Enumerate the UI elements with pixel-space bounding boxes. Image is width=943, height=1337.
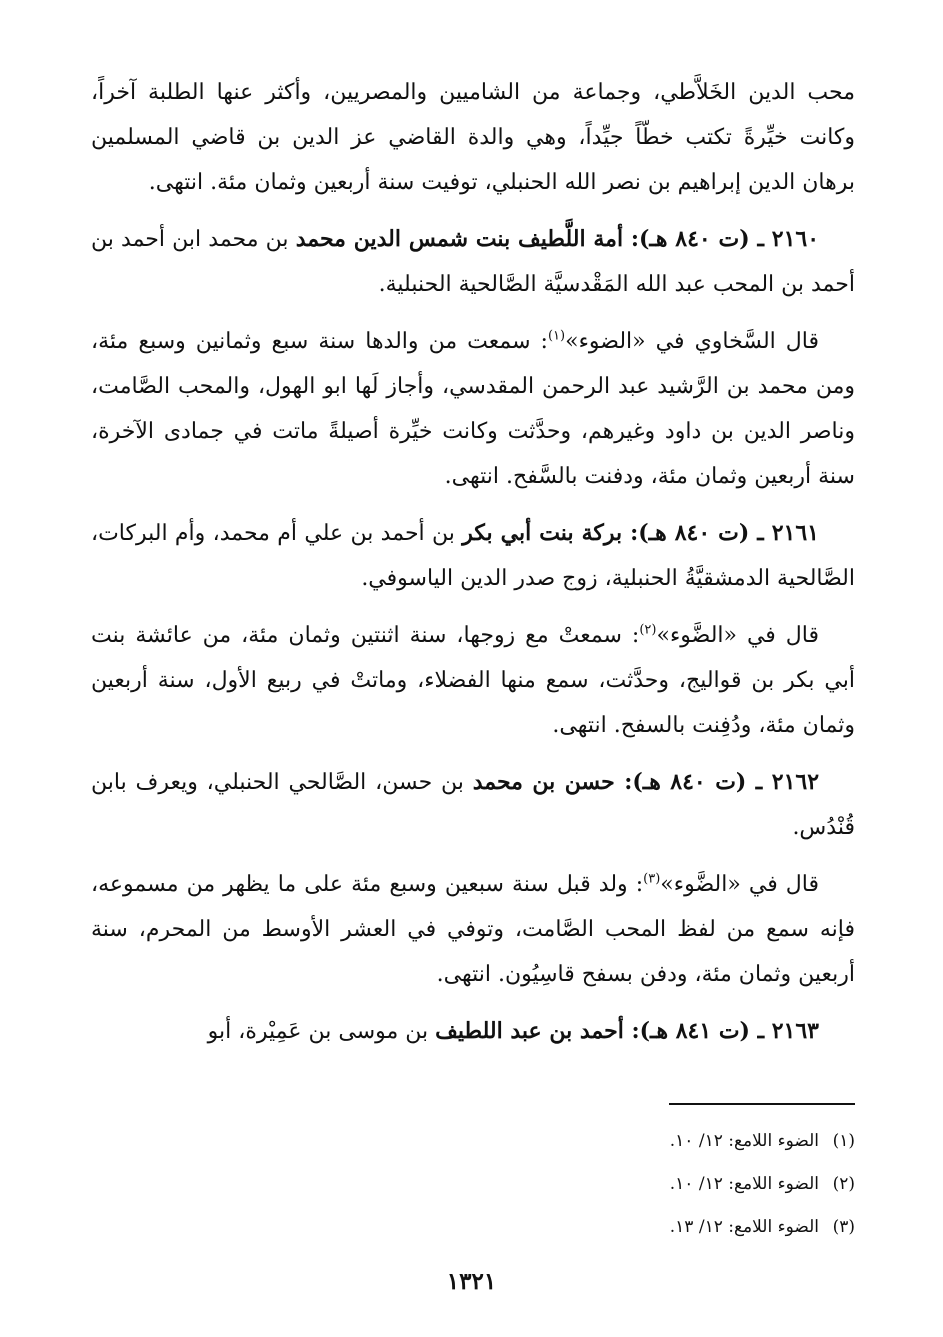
entry-heading: ٢١٦١ ـ (ت ٨٤٠ هـ): بركة بنت أبي بكر: [462, 520, 819, 546]
paragraph: [91, 70, 855, 205]
footnotes: [91, 1120, 855, 1249]
text-run: محب الدين الخَلاَّطي، وجماعة من الشاميين والمصريين، وأكثر عنها الطلبة آخراً، وكانت خيِّرةً تكتب خطّاً جيِّداً، وهي والدة القاضي عز الدين بن قاضي المسلمين برهان الدين إبراهيم بن نصر الله الحنبلي، توفيت سنة أربعين وثمان مئة. انتهى.: [91, 80, 855, 195]
footnote-reference: (٣): [643, 871, 661, 887]
footnote: [91, 1120, 855, 1163]
paragraph: [91, 1009, 855, 1054]
entry-heading: ٢١٦٢ ـ (ت ٨٤٠ هـ): حسن بن محمد: [472, 769, 820, 795]
paragraph: [91, 862, 855, 997]
footnote-text: الضوء اللامع: ١٢/ ١٠.: [669, 1174, 819, 1194]
entry-heading: ٢١٦٣ ـ (ت ٨٤١ هـ): أحمد بن عبد اللطيف: [435, 1018, 819, 1044]
paragraph: [91, 319, 855, 499]
entry-heading: ٢١٦٠ ـ (ت ٨٤٠ هـ): أمة اللَّطيف بنت شمس الدين محمد: [295, 226, 820, 252]
footnote: [91, 1163, 855, 1206]
text-run: قال في «الضَّوء»: [656, 623, 819, 648]
text-run: قال السَّخاوي في «الضوء»: [565, 329, 819, 354]
footnote-separator: [669, 1103, 855, 1105]
text-run: بن أحمد بن علي أم محمد، وأم البركات، الصَّالحية الدمشقيَّةُ الحنبلية، زوج صدر الدين الياسوفي.: [91, 521, 855, 591]
text-run: بن موسى بن عَمِيْرة، أبو: [207, 1019, 436, 1044]
text-run: : سمعتْ مع زوجها، سنة اثنتين وثمان مئة، من عائشة بنت أبي بكر بن قواليج، وحدَّثت، سمع منها الفضلاء، وماتتْ في ربيع الأول، سنة أربعين وثمان مئة، ودُفِنت بالسفح. انتهى.: [91, 623, 855, 738]
footnote-number: (٢): [832, 1174, 855, 1194]
paragraph: [91, 511, 855, 601]
text-run: : ولد قبل سنة سبعين وسبع مئة على ما يظهر من مسموعه، فإنه سمع من لفظ المحب الصَّامت، وتوفي في العشر الأوسط من المحرم، سنة أربعين وثمان مئة، ودفن بسفح قاسِيُون. انتهى.: [91, 872, 855, 987]
text-run: بن حسن، الصَّالحي الحنبلي، ويعرف بابن قُنْدُس.: [91, 770, 855, 840]
footnote-number: (٣): [832, 1217, 855, 1237]
text-run: : سمعت من والدها سنة سبع وثمانين وسبع مئة، ومن محمد بن الرَّشيد عبد الرحمن المقدسي، وأجاز لَها ابو الهول، والمحب الصَّامت، وناصر الدين بن داود وغيرهم، وحدَّثت وكانت خيِّرة أصيلةً ماتت في جمادى الآخرة، سنة أربعين وثمان مئة، ودفنت بالسَّفح. انتهى.: [91, 329, 855, 489]
text-run: قال في «الضَّوء»: [660, 872, 819, 897]
footnote-number: (١): [832, 1131, 855, 1151]
footnote-reference: (١): [547, 328, 566, 344]
paragraph: [91, 613, 855, 748]
footnote-text: الضوء اللامع: ١٢/ ١٣.: [669, 1217, 819, 1237]
footnote-reference: (٢): [639, 622, 657, 638]
page-number: ١٣٢١: [446, 1268, 497, 1295]
footnote: [91, 1206, 855, 1249]
text-run: بن محمد ابن أحمد بن أحمد بن المحب عبد الله المَقْدسيَّة الصَّالحية الحنبلية.: [91, 227, 855, 297]
paragraph: [91, 217, 855, 307]
paragraph: [91, 760, 855, 850]
main-text: [91, 70, 855, 1066]
footnote-text: الضوء اللامع: ١٢/ ١٠.: [669, 1131, 819, 1151]
